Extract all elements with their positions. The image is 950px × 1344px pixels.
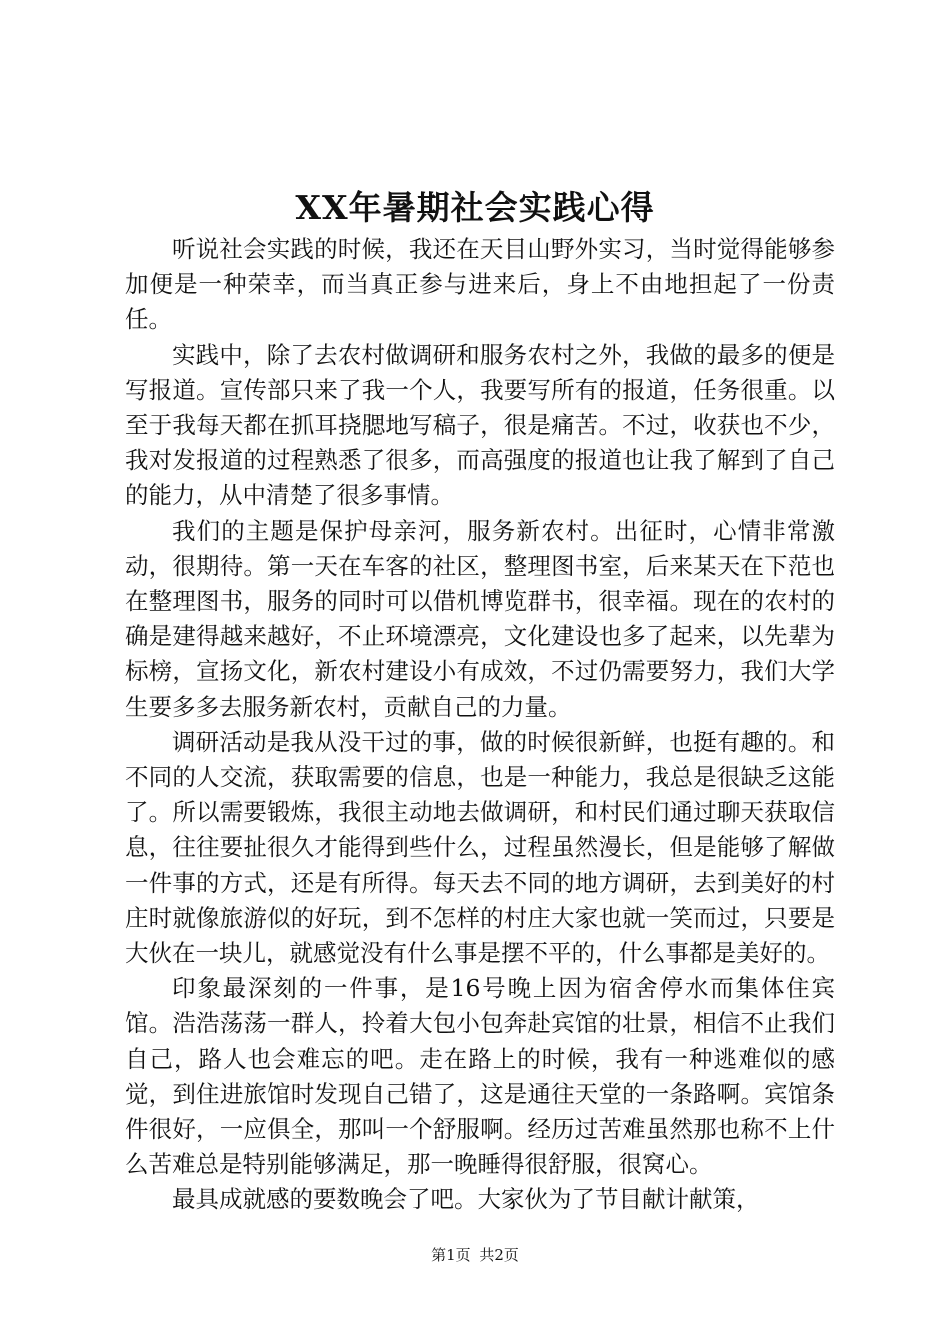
document-body [125,232,835,1218]
paragraph: 最具成就感的要数晚会了吧。大家伙为了节目献计献策， [172,1185,760,1214]
paragraph: 调研活动是我从没干过的事，做的时候很新鲜，也挺有趣的。和不同的人交流，获取需要的信息，也是一种能力，我总是很缺乏这能了。所以需要锻炼，我很主动地去做调研，和村民们通过聊天获取信息，往往要扯很久才能得到些什么，过程虽然漫长，但是能够了解做一件事的方式，还是有所得。每天去不同的地方调研，去到美好的村庄时就像旅游似的好玩，到不怎样的村庄大家也就一笑而过，只要是大伙在一块儿，就感觉没有什么事是摆不平的，什么事都是美好的。 [125,727,835,968]
paragraph: 印象最深刻的一件事，是16号晚上因为宿舍停水而集体住宾馆。浩浩荡荡一群人，拎着大包小包奔赴宾馆的壮景，相信不止我们自己，路人也会难忘的吧。走在路上的时候，我有一种逃难似的感觉，到住进旅馆时发现自己错了，这是通往天堂的一条路啊。宾馆条件很好，一应俱全，那叫一个舒服啊。经历过苦难虽然那也称不上什么苦难总是特别能够满足，那一晚睡得很舒服，很窝心。 [125,974,835,1179]
page-footer [0,1244,950,1266]
paragraph: 实践中，除了去农村做调研和服务农村之外，我做的最多的便是写报道。宣传部只来了我一个人，我要写所有的报道，任务很重。以至于我每天都在抓耳挠腮地写稿子，很是痛苦。不过，收获也不少，我对发报道的过程熟悉了很多，而高强度的报道也让我了解到了自己的能力，从中清楚了很多事情。 [125,340,835,510]
paragraph: 我们的主题是保护母亲河，服务新农村。出征时，心情非常激动，很期待。第一天在车客的社区，整理图书室，后来某天在下范也在整理图书，服务的同时可以借机博览群书，很幸福。现在的农村的确是建得越来越好，不止环境漂亮，文化建设也多了起来，以先辈为标榜，宣扬文化，新农村建设小有成效，不过仍需要努力，我们大学生要多多去服务新农村，贡献自己的力量。 [125,516,835,721]
page-number-current: 第1页 [431,1246,471,1264]
paragraph: 听说社会实践的时候，我还在天目山野外实习，当时觉得能够参加便是一种荣幸，而当真正参与进来后，身上不由地担起了一份责任。 [125,235,835,334]
document-title: XX年暑期社会实践心得 [295,188,655,227]
page-number-total: 共2页 [479,1246,519,1264]
